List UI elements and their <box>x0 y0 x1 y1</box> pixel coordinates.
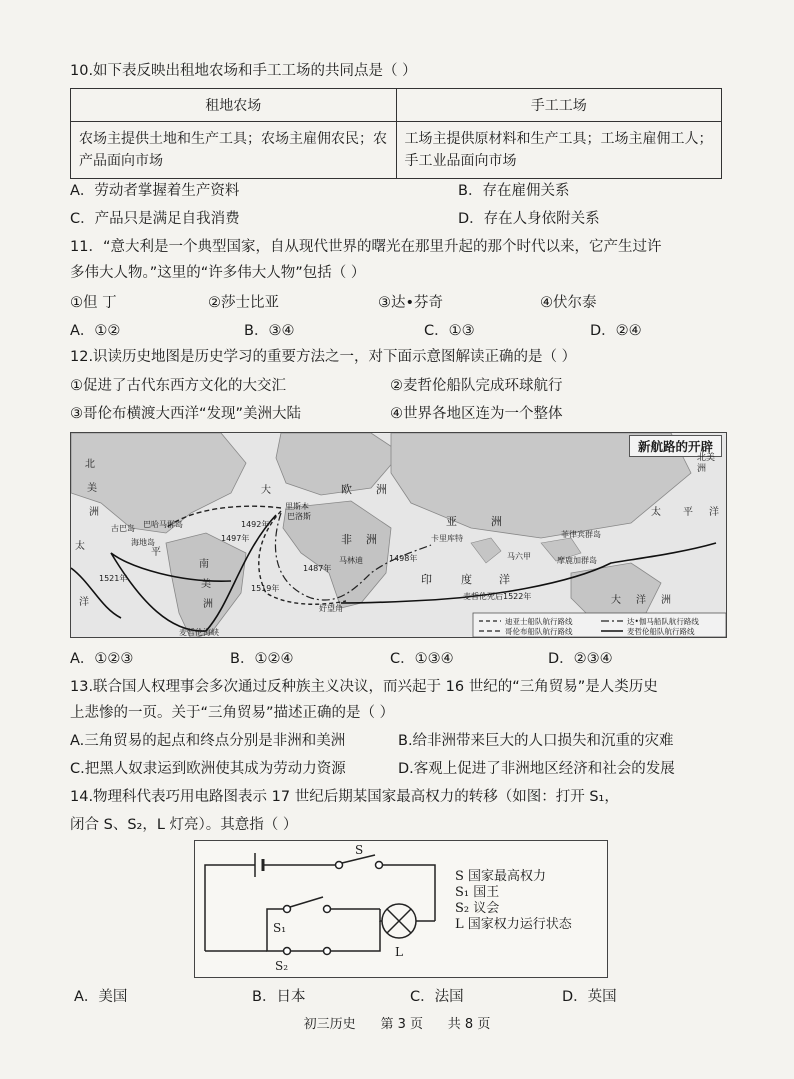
year-1497: 1497年 <box>221 534 250 543</box>
label-pacific-w-2: 平 <box>151 547 161 558</box>
q14-option-c: C．法国 <box>410 989 464 1005</box>
q11-option-a: A．①② <box>70 323 121 339</box>
q12-option-c: C．①③④ <box>390 651 454 667</box>
place-malacca: 马六甲 <box>507 552 531 561</box>
label-pacific-e-1: 太 <box>651 507 661 518</box>
switch-s2-label: S₂ <box>275 959 289 973</box>
legend-dias: 迪亚士船队航行路线 <box>505 617 573 626</box>
q13-option-c: C.把黑人奴隶运到欧洲使其成为劳动力资源 <box>70 761 346 777</box>
q12-option-b: B．①②④ <box>230 651 294 667</box>
place-malindi: 马林迪 <box>339 556 363 565</box>
table-cell-workshop: 工场主提供原材料和生产工具；工场主雇佣工人；手工业品面向市场 <box>396 122 722 179</box>
legend-s2: S₂ 议会 <box>455 901 500 916</box>
label-europe-2: 洲 <box>376 483 387 496</box>
q11-item-4: ④伏尔泰 <box>540 295 597 311</box>
place-palos: 巴洛斯 <box>287 512 311 521</box>
q13-stem-line2: 上悲惨的一页。关于“三角贸易”描述正确的是（ ） <box>70 705 395 721</box>
year-1498: 1498年 <box>389 554 418 563</box>
circuit-diagram <box>194 840 608 978</box>
table-header-farm: 租地农场 <box>71 89 397 122</box>
label-asia-2: 洲 <box>491 515 502 528</box>
table-cell-farm: 农场主提供土地和生产工具；农场主雇佣农民；农产品面向市场 <box>71 122 397 179</box>
q11-stem-line2: 多伟大人物。”这里的“许多伟大人物”包括（ ） <box>70 265 366 281</box>
switch-s1-label: S₁ <box>273 921 287 935</box>
q10-option-b: B．存在雇佣关系 <box>458 183 570 199</box>
q10-stem: 10.如下表反映出租地农场和手工工场的共同点是（ ） <box>70 63 417 79</box>
q12-item-4: ④世界各地区连为一个整体 <box>390 406 563 422</box>
label-north-america-3: 洲 <box>89 507 99 518</box>
q12-option-a: A．①②③ <box>70 651 134 667</box>
legend-da-gama: 达•伽马船队航行路线 <box>627 617 699 626</box>
label-asia-1: 亚 <box>446 515 457 528</box>
legend-s1: S₁ 国王 <box>455 885 500 900</box>
label-pacific-w-1: 太 <box>75 541 85 552</box>
q11-item-3: ③达•芬奇 <box>378 295 444 311</box>
label-pacific-w-3: 洋 <box>79 597 89 608</box>
label-pacific-e-3: 洋 <box>709 507 719 518</box>
q14-option-a: A．美国 <box>74 989 128 1005</box>
place-cuba: 古巴岛 <box>111 524 135 533</box>
place-calicut: 卡里库特 <box>431 534 463 543</box>
place-lisbon: 里斯本 <box>285 502 309 511</box>
legend-s: S 国家最高权力 <box>455 869 547 884</box>
year-1519: 1519年 <box>251 584 280 593</box>
year-1521: 1521年 <box>99 574 128 583</box>
q14-stem-line2: 闭合 S、S₂，L 灯亮）。其意指（ ） <box>70 817 298 833</box>
q12-option-d: D．②③④ <box>548 651 613 667</box>
place-magellan-strait: 麦哲伦海峡 <box>179 628 219 637</box>
label-pacific-e-2: 平 <box>683 507 693 518</box>
q10-option-a: A．劳动者掌握着生产资料 <box>70 183 240 199</box>
legend-columbus: 哥伦布船队航行路线 <box>505 627 573 636</box>
q10-option-c: C．产品只是满足自我消费 <box>70 211 240 227</box>
q14-option-d: D．英国 <box>562 989 617 1005</box>
q11-item-1: ①但 丁 <box>70 295 117 311</box>
page-footer: 初三历史 第 3 页 共 8 页 <box>303 1017 491 1032</box>
label-oceania-3: 洲 <box>661 595 671 606</box>
switch-s-label: S <box>355 843 364 857</box>
q12-item-3: ③哥伦布横渡大西洋“发现”美洲大陆 <box>70 406 302 422</box>
q14-stem-line1: 14.物理科代表巧用电路图表示 17 世纪后期某国家最高权力的转移（如图：打开 S₁， <box>70 789 619 805</box>
label-africa-2: 洲 <box>366 533 377 546</box>
label-oceania-1: 大 <box>611 595 621 606</box>
q12-item-2: ②麦哲伦船队完成环球航行 <box>390 378 563 394</box>
q11-stem-line1: 11．“意大利是一个典型国家，自从现代世界的曙光在那里升起的那个时代以来，它产生过许 <box>70 239 662 255</box>
label-africa-1: 非 <box>341 533 352 546</box>
label-north-america-2: 美 <box>87 483 97 494</box>
label-indian-3: 洋 <box>499 573 510 586</box>
label-oceania-2: 洋 <box>636 595 646 606</box>
label-indian-1: 印 <box>421 573 432 586</box>
label-indian-2: 度 <box>461 573 472 586</box>
year-1487: 1487年 <box>303 564 332 573</box>
q13-option-a: A.三角贸易的起点和终点分别是非洲和美洲 <box>70 733 346 749</box>
q14-option-b: B．日本 <box>252 989 306 1005</box>
map-title: 新航路的开辟 <box>629 435 722 457</box>
label-atlantic-1: 大 <box>261 485 271 496</box>
place-philippines: 菲律宾群岛 <box>561 530 601 539</box>
label-north-america-1: 北 <box>85 459 95 470</box>
q11-option-c: C．①③ <box>424 323 475 339</box>
map-graphic <box>71 433 727 638</box>
q11-option-d: D．②④ <box>590 323 642 339</box>
year-1492: 1492年 <box>241 520 270 529</box>
label-south-america-2: 美 <box>201 579 211 590</box>
place-haiti: 海地岛 <box>131 538 155 547</box>
q13-option-d: D.客观上促进了非洲地区经济和社会的发展 <box>398 761 675 777</box>
label-north-america-east: 北美洲 <box>697 453 716 474</box>
circuit-legend <box>455 869 572 933</box>
place-cape-good-hope: 好望角 <box>319 604 343 613</box>
table-header-workshop: 手工工场 <box>396 89 722 122</box>
q11-item-2: ②莎士比亚 <box>208 295 279 311</box>
q12-item-1: ①促进了古代东西方文化的大交汇 <box>70 378 286 394</box>
q13-stem-line1: 13.联合国人权理事会多次通过反种族主义决议，而兴起于 16 世纪的“三角贸易”是人类历史 <box>70 679 658 695</box>
place-bahamas: 巴哈马群岛 <box>143 520 183 529</box>
q10-table <box>70 88 722 179</box>
label-south-america-3: 洲 <box>203 599 213 610</box>
legend-l: L 国家权力运行状态 <box>455 917 572 932</box>
lamp-label: L <box>395 945 403 959</box>
place-moluccas: 摩鹿加群岛 <box>557 556 597 565</box>
label-south-america-1: 南 <box>199 559 209 570</box>
q13-option-b: B.给非洲带来巨大的人口损失和沉重的灾难 <box>398 733 674 749</box>
q10-option-d: D．存在人身依附关系 <box>458 211 600 227</box>
new-routes-map <box>70 432 727 638</box>
q11-option-b: B．③④ <box>244 323 295 339</box>
legend-magellan: 麦哲伦船队航行路线 <box>627 627 695 636</box>
place-magellan-death-note: 麦哲伦死后1522年 <box>463 592 532 601</box>
q12-stem: 12.识读历史地图是历史学习的重要方法之一，对下面示意图解读正确的是（ ） <box>70 349 577 365</box>
label-europe-1: 欧 <box>341 483 352 496</box>
